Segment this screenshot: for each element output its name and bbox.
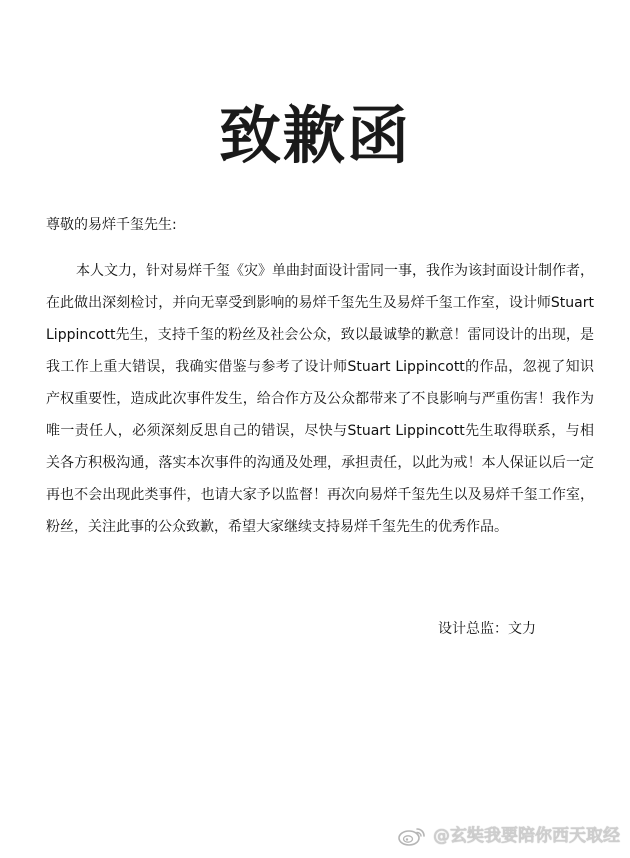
weibo-icon xyxy=(397,824,427,848)
salutation: 尊敬的易烊千玺先生: xyxy=(46,217,177,233)
letter-body: 本人文力，针对易烊千玺《灾》单曲封面设计雷同一事，我作为该封面设计制作者，在此做出深刻检讨，并向无辜受到影响的易烊千玺先生及易烊千玺工作室，设计师Stuart Lippincott先生，支持千玺的粉丝及社会公众，致以最诚挚的歉意！雷同设计的出现，是我工作上重大错误，我确实借鉴与参考了设计师Stuart Lippincott的作品，忽视了知识产权重要性，造成此次事件发生，给合作方及公众都带来了不良影响与严重伤害！我作为唯一责任人，必须深刻反思自己的错误，尽快与Stuart Lippincott先生取得联系，与相关各方积极沟通，落实本次事件的沟通及处理，承担责任，以此为戒！本人保证以后一定再也不会出现此类事件，也请大家予以监督！再次向易烊千玺先生以及易烊千玺工作室，粉丝，关注此事的公众致歉，希望大家继续支持易烊千玺先生的优秀作品。 xyxy=(46,263,594,535)
letter-title: 致歉函 xyxy=(218,99,411,172)
signature: 设计总监：文力 xyxy=(438,621,536,637)
weibo-watermark xyxy=(397,822,620,850)
watermark-text: @玄奘我要陪你西天取经 xyxy=(433,826,620,846)
